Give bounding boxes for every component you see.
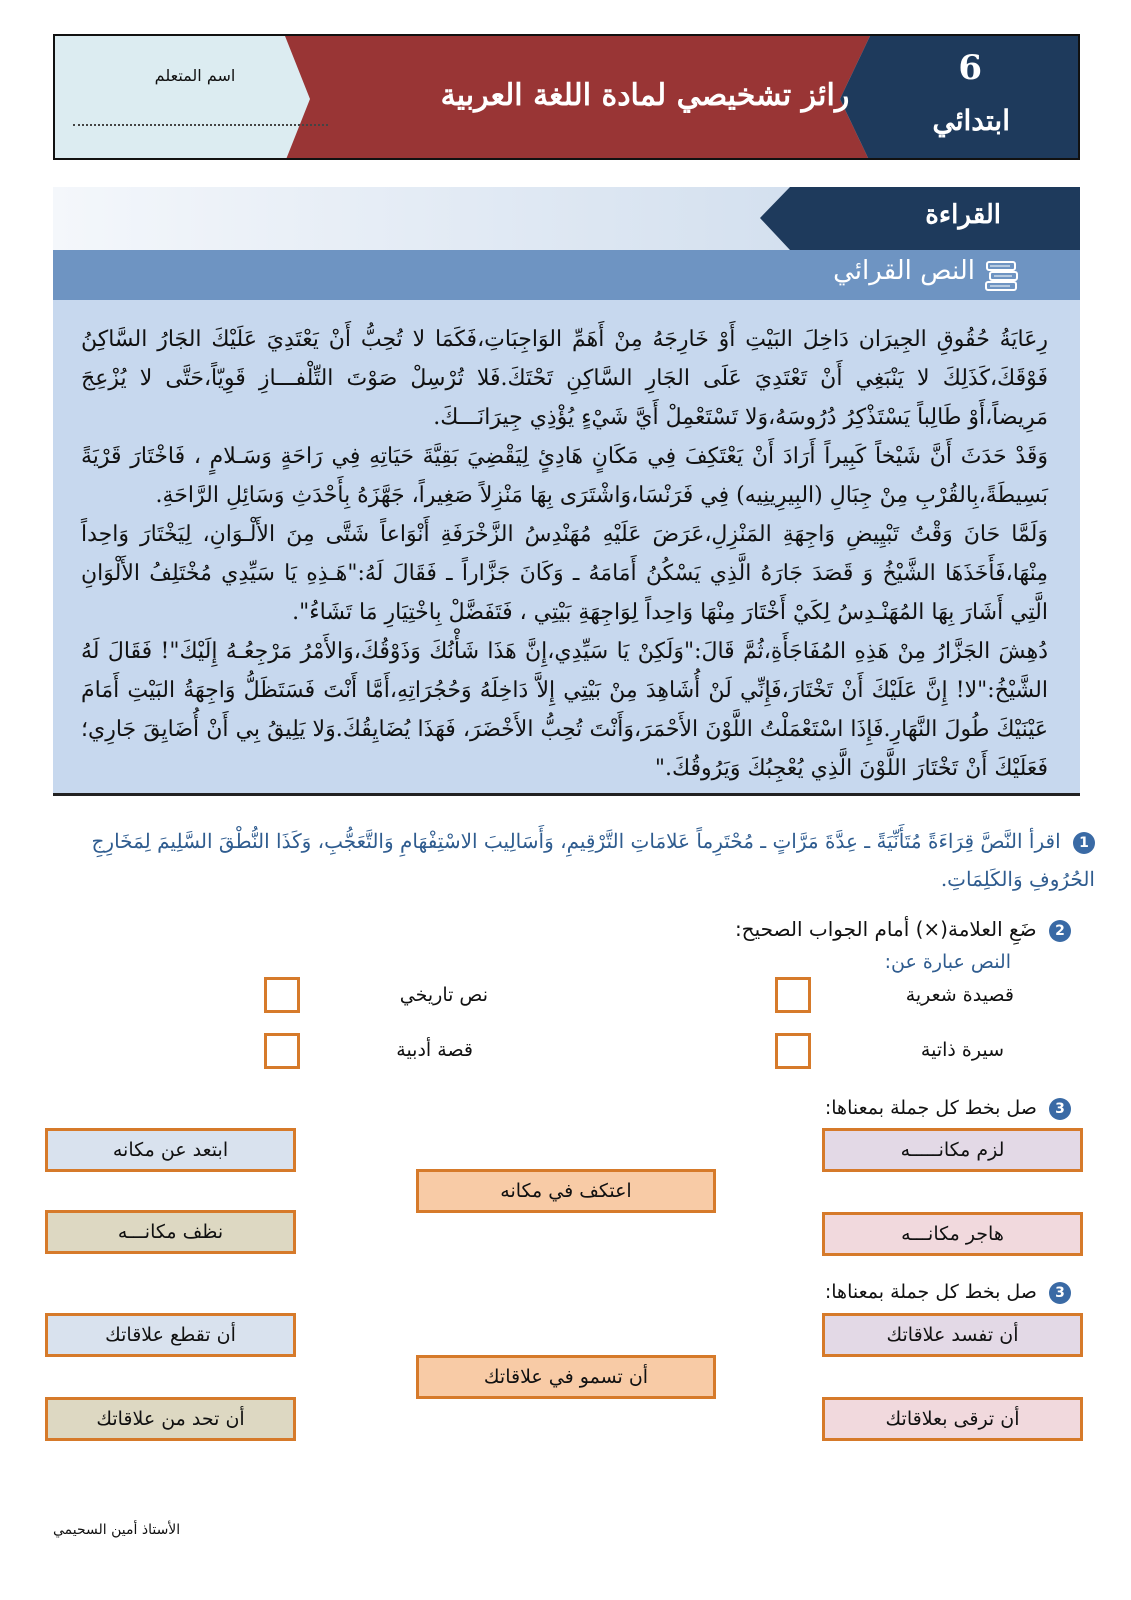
match-left-1[interactable]: ابتعد عن مكانه	[45, 1128, 296, 1172]
teacher-credit: الأستاذ أمين السحيمي	[53, 1522, 181, 1538]
passage-paragraph: وَقَدْ حَدَثَ أَنَّ شَيْخاً كَبِيراً أَرَادَ أَنْ يَعْتَكِفَ فِي مَكَانٍ هَادِئٍ لِيَقْضِيَ بَقِيَّةَ حَيَاتِهِ فِي رَاحَةٍ وَسَـلامٍ ، فَاخْتَارَ قَرْيَةً بَسِيطَةً،بِالقُرْبِ مِنْ جِبَالِ (البِيرِينِيه) فِي فَرَنْسَا،وَاشْتَرَى بِهَا مَنْزِلاً صَغِيراً، جَهَّزَهُ بِأَحْدَثِ وَسَائِلِ الرَّاحَةِ.	[81, 444, 1048, 508]
passage-paragraph: دُهِشَ الجَزَّارُ مِنْ هَذِهِ المُفَاجَأَةِ،ثُمَّ قَالَ:"وَلَكِنْ يَا سَيِّدِي،إِنَّ هَذَا شَأْنُكَ وَذَوْقُكَ،وَالأَمْرُ مَرْجِعُـهُ إِلَيْكَ"! فَقَالَ لَهُ الشَّيْخُ:"لا! إِنَّ عَلَيْكَ أَنْ تَخْتَارَ،فَإِنِّي لَنْ أُشَاهِدَ مِنْ بَيْتِي إِلاَّ دَاخِلَهُ وَحُجُرَاتِهِ،أَمَّا أَنْتَ فَسَتَظَلُّ وَاجِهَةُ البَيْتِ أَمَامَ عَيْنَيْكَ طُولَ النَّهَارِ.فَإِذَا اسْتَعْمَلْتُ اللَّوْنَ الأَحْمَرَ،وَأَنْتَ تُحِبُّ الأَخْضَرَ، فَهَذَا يُضَايِقُكَ.وَلا يَلِيقُ بِي أَنْ أُضَايِقَ جَارِي؛فَعَلَيْكَ أَنْ تَخْتَارَ اللَّوْنَ الَّذِي يُعْجِبُكَ وَيَرُوقُكَ."	[81, 639, 1048, 781]
question-number-badge: 2	[1049, 920, 1071, 942]
section-arrow	[760, 187, 1080, 250]
match-right-1[interactable]: أن تفسد علاقاتك	[822, 1313, 1083, 1357]
option-autobiography: سيرة ذاتية	[920, 1039, 1004, 1061]
header-banner	[53, 34, 1080, 160]
checkbox-literary-story[interactable]	[264, 1033, 300, 1069]
question-number-badge: 1	[1073, 832, 1095, 854]
match-left-2[interactable]: أن تحد من علاقاتك	[45, 1397, 296, 1441]
match-right-2[interactable]: هاجر مكانـــه	[822, 1212, 1083, 1256]
checkbox-historical-text[interactable]	[264, 977, 300, 1013]
match-right-2[interactable]: أن ترقى بعلاقاتك	[822, 1397, 1083, 1441]
passage-heading	[53, 250, 1080, 300]
question-1-text: اقرأ النَّصَّ قِرَاءَةً مُتَأَنِّيَةً ـ عِدَّةَ مَرَّاتٍ ـ مُحْتَرِماً عَلامَاتِ التَّرْقِيمِ، وَأَسَالِيبَ الاسْتِفْهَامِ وَالتَّعَجُّبِ، وَكَذَا النُّطْقَ السَّلِيمَ لِمَخَارِجِ الحُرُوفِ وَالكَلِمَاتِ.	[91, 829, 1095, 891]
grade-level: ابتدائي	[932, 104, 1010, 137]
match-center[interactable]: أن تسمو في علاقاتك	[416, 1355, 716, 1399]
match-center[interactable]: اعتكف في مكانه	[416, 1169, 716, 1213]
question-1	[55, 822, 1095, 898]
option-poem: قصيدة شعرية	[905, 984, 1014, 1006]
question-2	[735, 917, 1071, 942]
section-title: القراءة	[925, 200, 1001, 230]
question-2-subtext: النص عبارة عن:	[884, 951, 1011, 973]
question-3b-text: صل بخط كل جملة بمعناها:	[824, 1281, 1037, 1303]
question-number-badge: 3	[1049, 1282, 1071, 1304]
match-left-1[interactable]: أن تقطع علاقاتك	[45, 1313, 296, 1357]
passage-paragraph: رِعَايَةُ حُقُوقِ الجِيرَان دَاخِلَ البَيْتِ أَوْ خَارِجَهُ مِنْ أَهَمِّ الوَاجِبَاتِ،فَكَمَا لا تُحِبُّ أَنْ يَعْتَدِيَ عَلَيْكَ الجَارُ السَّاكِنُ فَوْقَكَ،كَذَلِكَ لا يَنْبَغِي أَنْ تَعْتَدِيَ عَلَى الجَارِ السَّاكِنِ تَحْتَكَ.فَلا تُرْسِلْ صَوْتَ التِّلْفـــازِ قَوِيّاً،حَتَّى لا يُزْعِجَ مَرِيضاً،أَوْ طَالِباً يَسْتَذْكِرُ دُرُوسَهُ،وَلا تَسْتَعْمِلْ أَيَّ شَيْءٍ يُؤْذِي جِيرَانَـــكَ.	[81, 327, 1048, 430]
books-icon	[984, 258, 1020, 296]
question-3a	[825, 1097, 1071, 1120]
learner-name-label: اسم المتعلم	[154, 66, 236, 85]
passage-heading-text: النص القرائي	[833, 256, 975, 286]
reading-passage	[53, 300, 1080, 796]
question-3b	[825, 1281, 1071, 1304]
option-historical-text: نص تاريخي	[399, 984, 488, 1006]
option-literary-story: قصة أدبية	[396, 1039, 473, 1061]
passage-paragraph: وَلَمَّا حَانَ وَقْتُ تَبْيِيضِ وَاجِهَةِ المَنْزِلِ،عَرَضَ عَلَيْهِ مُهَنْدِسُ الزَّخْرَفَةِ أَنْوَاعاً شَتَّى مِنَ الأَلْـوَانِ، لِيَخْتَارَ وَاحِداً مِنْهَا،فَأَخَذَهَا الشَّيْخُ وَ قَصَدَ جَارَهُ الَّذِي يَسْكُنُ أَمَامَهُ ـ وَكَانَ جَزَّاراً ـ فَقَالَ لَهُ:"هَـذِهِ يَا سَيِّدِي مُخْتَلِفُ الأَلْوَانِ الَّتِي أَشَارَ بِهَا المُهَنْـدِسُ لِكَيْ أَخْتَارَ مِنْهَا وَاحِداً لِوَاجِهَةِ بَيْتِي ، فَتَفَضَّلْ بِاخْتِيَارِ مَا تَشَاءُ".	[81, 522, 1048, 625]
question-3a-text: صل بخط كل جملة بمعناها:	[824, 1097, 1037, 1119]
question-number-badge: 3	[1049, 1098, 1071, 1120]
exam-title: رائز تشخيصي لمادة اللغة العربية	[440, 78, 850, 113]
match-right-1[interactable]: لزم مكانـــــه	[822, 1128, 1083, 1172]
learner-name-field[interactable]	[73, 124, 328, 126]
checkbox-autobiography[interactable]	[775, 1033, 811, 1069]
question-2-text: ضَعِ العلامة(×) أمام الجواب الصحيح:	[734, 917, 1037, 941]
checkbox-poem[interactable]	[775, 977, 811, 1013]
grade-number: 6	[958, 48, 982, 88]
match-left-2[interactable]: نظف مكانـــه	[45, 1210, 296, 1254]
